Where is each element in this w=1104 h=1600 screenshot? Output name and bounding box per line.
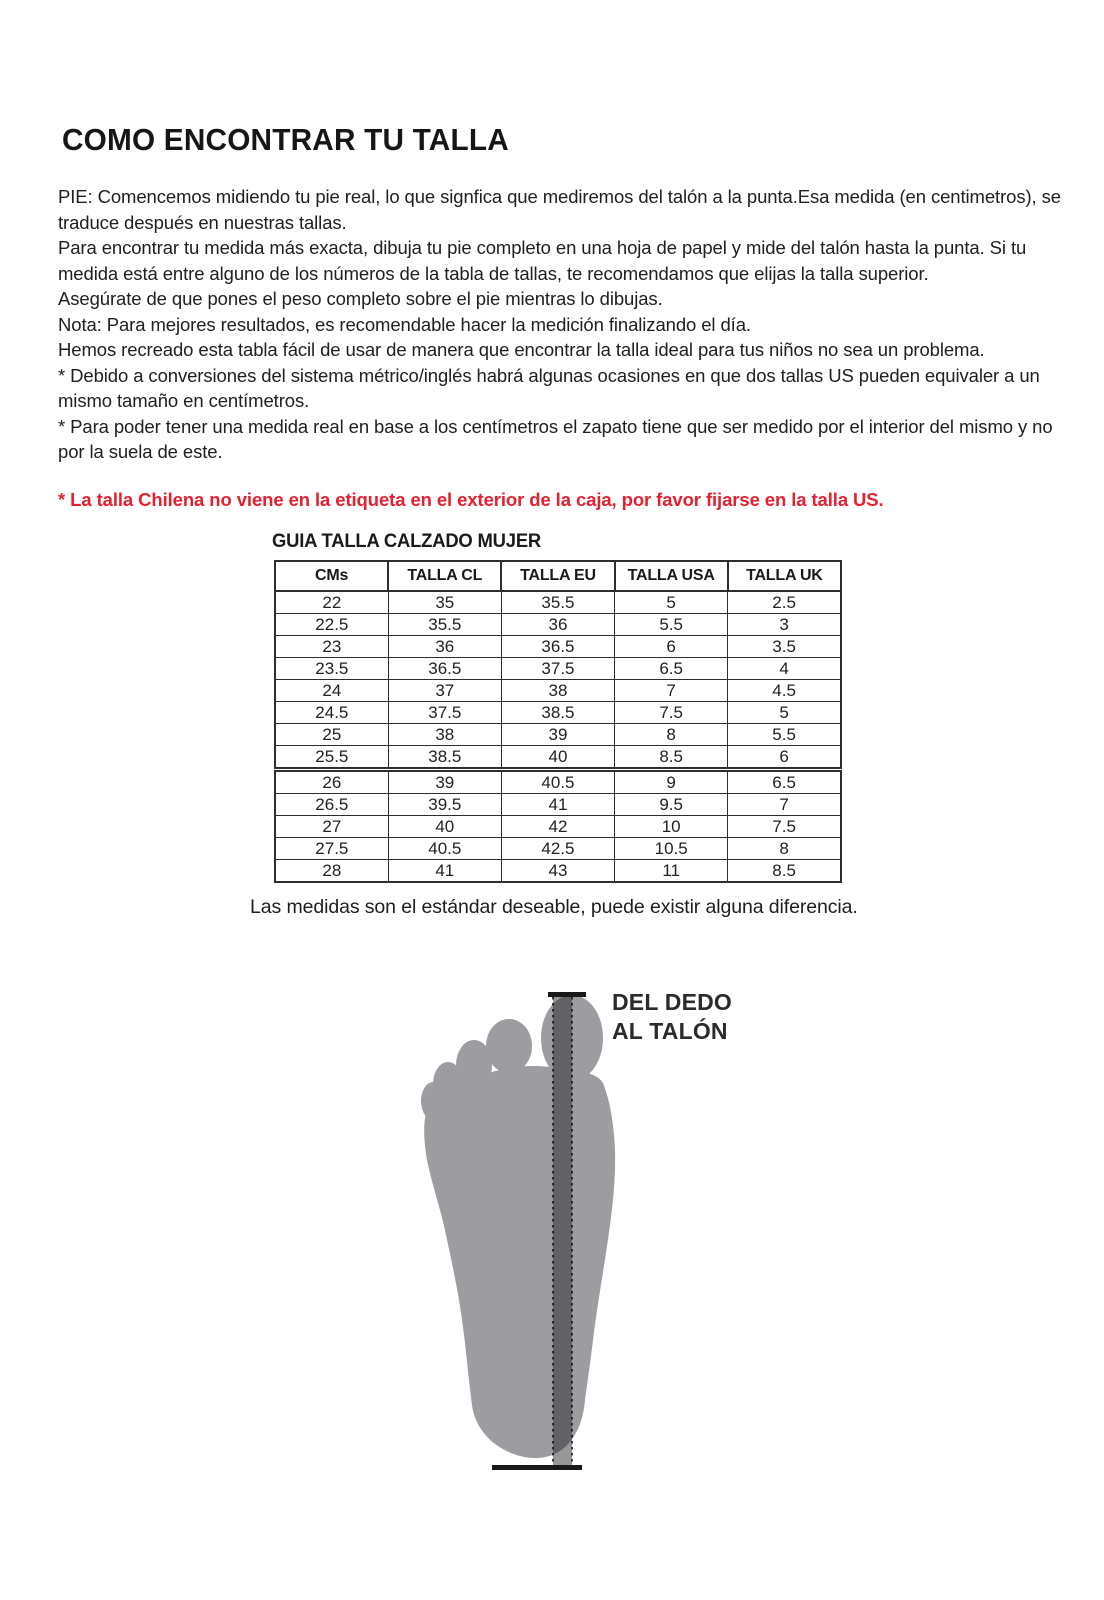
- size-cell: 40: [501, 746, 614, 770]
- size-cell: 24: [275, 680, 388, 702]
- table-row: [275, 794, 841, 816]
- size-cell: 39: [388, 770, 501, 794]
- size-cell: 7: [728, 794, 841, 816]
- little-toe: [421, 1082, 445, 1120]
- size-cell: 42.5: [501, 838, 614, 860]
- size-cell: 5: [615, 591, 728, 614]
- foot-measurement-diagram: [415, 985, 733, 1477]
- size-cell: 11: [615, 860, 728, 883]
- size-cell: 35.5: [388, 614, 501, 636]
- column-header: CMs: [275, 561, 388, 591]
- column-header: TALLA CL: [388, 561, 501, 591]
- size-cell: 28: [275, 860, 388, 883]
- size-cell: 27: [275, 816, 388, 838]
- size-cell: 38: [501, 680, 614, 702]
- size-cell: 35: [388, 591, 501, 614]
- size-cell: 40.5: [501, 770, 614, 794]
- table-row: [275, 816, 841, 838]
- size-cell: 5: [728, 702, 841, 724]
- table-row: [275, 680, 841, 702]
- size-cell: 4.5: [728, 680, 841, 702]
- size-cell: 6.5: [728, 770, 841, 794]
- size-cell: 9.5: [615, 794, 728, 816]
- intro-paragraph: Asegúrate de que pones el peso completo sobre el pie mientras lo dibujas.: [58, 288, 663, 309]
- size-cell: 36: [501, 614, 614, 636]
- intro-paragraph: Para encontrar tu medida más exacta, dibuja tu pie completo en una hoja de papel y mide del talón hasta la punta. Si tu medida está entre alguno de los números de la tabla de tallas, te recomendamos que elijas la talla superior.: [58, 237, 1027, 284]
- size-cell: 39: [501, 724, 614, 746]
- table-row: [275, 770, 841, 794]
- toe-end-line: [548, 992, 586, 997]
- size-cell: 35.5: [501, 591, 614, 614]
- size-cell: 6: [728, 746, 841, 770]
- size-cell: 22: [275, 591, 388, 614]
- size-cell: 36: [388, 636, 501, 658]
- heel-end-line: [492, 1465, 582, 1470]
- size-cell: 43: [501, 860, 614, 883]
- table-row: [275, 591, 841, 614]
- diagram-label: [612, 988, 732, 1046]
- size-cell: 3.5: [728, 636, 841, 658]
- table-caption: Las medidas son el estándar deseable, puede existir alguna diferencia.: [250, 896, 858, 918]
- size-cell: 8: [728, 838, 841, 860]
- size-cell: 2.5: [728, 591, 841, 614]
- size-cell: 36.5: [501, 636, 614, 658]
- size-cell: 7.5: [728, 816, 841, 838]
- size-cell: 23.5: [275, 658, 388, 680]
- size-cell: 41: [501, 794, 614, 816]
- size-cell: 6.5: [615, 658, 728, 680]
- size-cell: 25.5: [275, 746, 388, 770]
- size-cell: 38.5: [388, 746, 501, 770]
- size-cell: 8.5: [615, 746, 728, 770]
- intro-paragraph: * Para poder tener una medida real en base a los centímetros el zapato tiene que ser medido por el interior del mismo y no por la suela de este.: [58, 415, 1053, 462]
- size-cell: 8: [615, 724, 728, 746]
- table-row: [275, 636, 841, 658]
- warning-note: * La talla Chilena no viene en la etiqueta en el exterior de la caja, por favor fijarse en la talla US.: [58, 489, 884, 510]
- table-row: [275, 838, 841, 860]
- table-row: [275, 702, 841, 724]
- second-toe: [486, 1019, 532, 1073]
- size-cell: 10: [615, 816, 728, 838]
- size-cell: 40: [388, 816, 501, 838]
- size-cell: 37.5: [501, 658, 614, 680]
- size-table-title: GUIA TALLA CALZADO MUJER: [272, 531, 542, 552]
- table-row: [275, 746, 841, 770]
- size-cell: 24.5: [275, 702, 388, 724]
- table-row: [275, 614, 841, 636]
- diagram-label-line1: DEL DEDO: [612, 989, 733, 1015]
- table-row: [275, 724, 841, 746]
- size-cell: 40.5: [388, 838, 501, 860]
- size-cell: 6: [615, 636, 728, 658]
- size-cell: 23: [275, 636, 388, 658]
- intro-paragraph: PIE: Comencemos midiendo tu pie real, lo que signfica que mediremos del talón a la punta.Esa medida (en centimetros), se traduce después en nuestras tallas.: [58, 186, 1061, 233]
- table-row: [275, 658, 841, 680]
- size-table: [274, 560, 842, 883]
- size-cell: 42: [501, 816, 614, 838]
- size-cell: 26.5: [275, 794, 388, 816]
- size-cell: 27.5: [275, 838, 388, 860]
- size-cell: 38.5: [501, 702, 614, 724]
- size-cell: 36.5: [388, 658, 501, 680]
- size-cell: 10.5: [615, 838, 728, 860]
- size-cell: 5.5: [728, 724, 841, 746]
- size-cell: 7.5: [615, 702, 728, 724]
- column-header: TALLA UK: [728, 561, 841, 591]
- foot-silhouette-icon: [421, 995, 615, 1458]
- diagram-label-line2: AL TALÓN: [612, 1018, 728, 1044]
- size-table-body: [275, 591, 841, 882]
- size-cell: 37: [388, 680, 501, 702]
- column-header: TALLA EU: [501, 561, 614, 591]
- size-cell: 41: [388, 860, 501, 883]
- size-cell: 9: [615, 770, 728, 794]
- size-cell: 4: [728, 658, 841, 680]
- size-table-header: [275, 561, 841, 591]
- page-title: COMO ENCONTRAR TU TALLA: [62, 122, 509, 157]
- intro-paragraph: Nota: Para mejores resultados, es recomendable hacer la medición finalizando el día.: [58, 313, 751, 335]
- size-cell: 25: [275, 724, 388, 746]
- size-cell: 3: [728, 614, 841, 636]
- size-cell: 37.5: [388, 702, 501, 724]
- header-row: [275, 561, 841, 591]
- size-cell: 8.5: [728, 860, 841, 883]
- intro-paragraphs: [58, 184, 1063, 465]
- measurement-stripe: [553, 997, 572, 1465]
- size-cell: 38: [388, 724, 501, 746]
- size-cell: 39.5: [388, 794, 501, 816]
- size-cell: 26: [275, 770, 388, 794]
- column-header: TALLA USA: [615, 561, 728, 591]
- intro-paragraph: Hemos recreado esta tabla fácil de usar de manera que encontrar la talla ideal para tus niños no sea un problema.: [58, 339, 985, 360]
- intro-paragraph: * Debido a conversiones del sistema métrico/inglés habrá algunas ocasiones en que dos tallas US pueden equivaler a un mismo tamaño en centímetros.: [58, 364, 1040, 411]
- foot-outline-graphic: [415, 985, 625, 1477]
- size-cell: 7: [615, 680, 728, 702]
- size-cell: 5.5: [615, 614, 728, 636]
- size-cell: 22.5: [275, 614, 388, 636]
- table-row: [275, 860, 841, 883]
